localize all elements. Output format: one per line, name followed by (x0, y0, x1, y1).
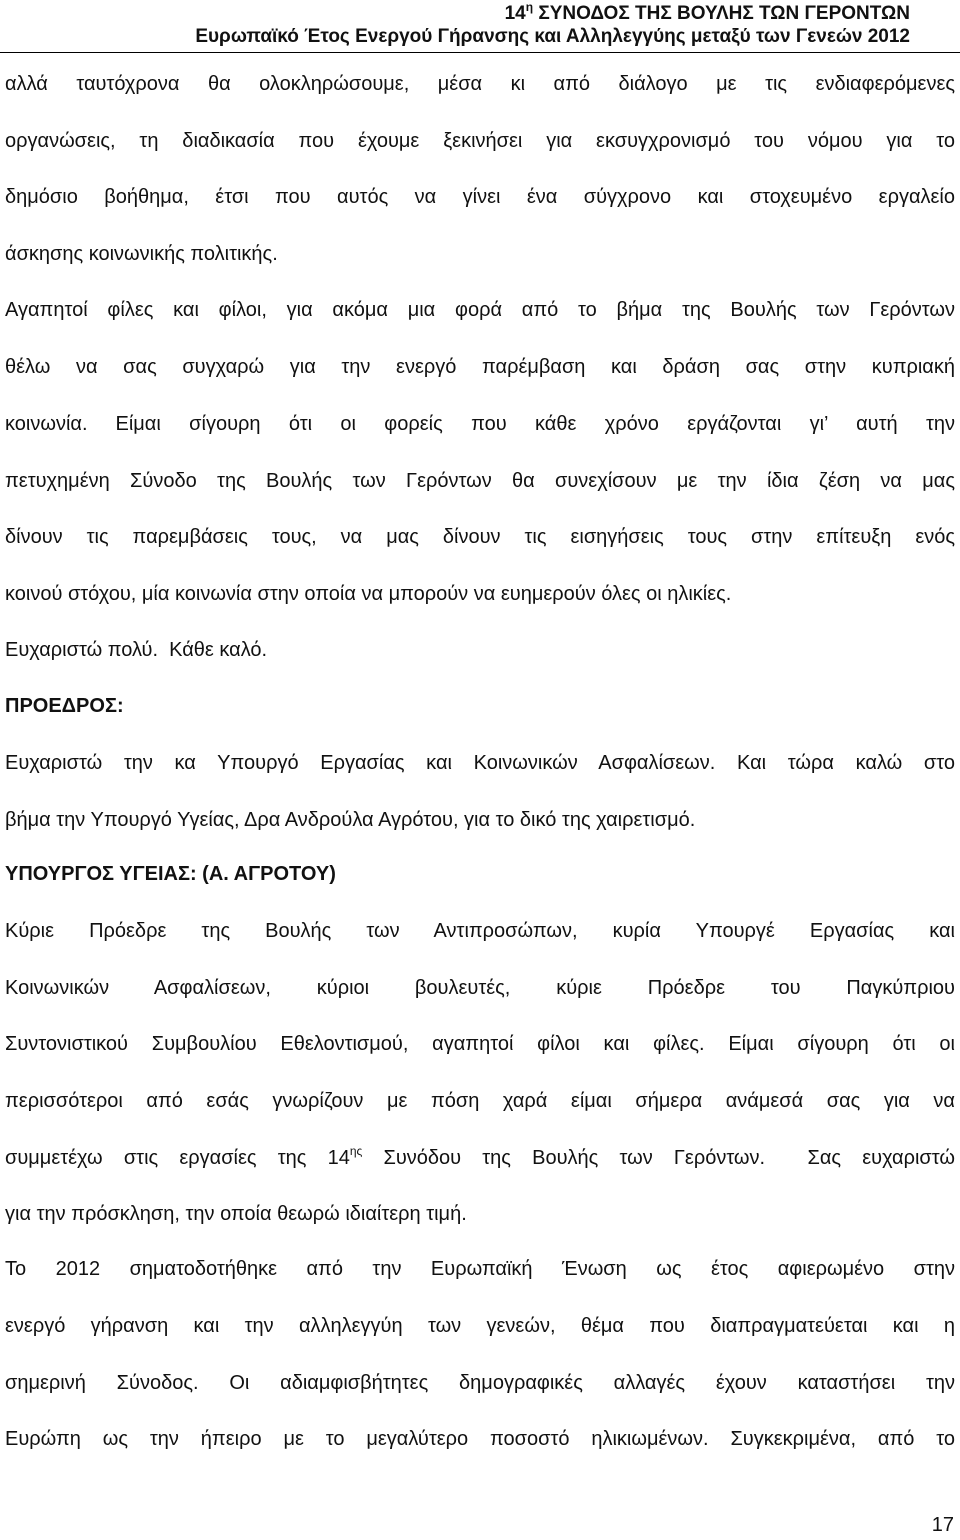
text-line: πετυχημένη Σύνοδο της Βουλής των Γερόντων θα συνεχίσουν με την ίδια ζέση να μας (5, 470, 955, 492)
text-line: Κοινωνικών Ασφαλίσεων, κύριοι βουλευτές, κύριε Πρόεδρε του Παγκύπριου (5, 977, 955, 999)
text-line: βήμα την Υπουργό Υγείας, Δρα Ανδρούλα Αγρότου, για το δικό της χαιρετισμό. (5, 809, 696, 831)
text-line: ενεργό γήρανση και την αλληλεγγύη των γενεών, θέμα που διαπραγματεύεται και η (5, 1315, 955, 1337)
text-line: δημόσιο βοήθημα, έτσι που αυτός να γίνει ένα σύγχρονο και στοχευμένο εργαλείο (5, 186, 955, 208)
text-line: περισσότεροι από εσάς γνωρίζουν με πόση χαρά είμαι σήμερα ανάμεσά σας για να (5, 1090, 955, 1112)
text-line: Συντονιστικού Συμβουλίου Εθελοντισμού, αγαπητοί φίλοι και φίλες. Είμαι σίγουρη ότι οι (5, 1033, 955, 1055)
text-line: οργανώσεις, τη διαδικασία που έχουμε ξεκινήσει για εκσυγχρονισμό του νόμου για το (5, 130, 955, 152)
header-session-title: $14^\eta$ ΣΥΝΟΔΟΣ ΤΗΣ ΒΟΥΛΗΣ ΤΩΝ ΓΕΡΟΝΤΩΝ (504, 0, 910, 24)
text-line: κοινού στόχου, μία κοινωνία στην οποία να μπορούν να ευημερούν όλες οι ηλικίες. (5, 583, 732, 605)
speaker-label-minister: ΥΠΟΥΡΓΟΣ ΥΓΕΙΑΣ: (Α. ΑΓΡΟΤΟΥ) (5, 863, 336, 885)
text-line: θέλω να σας συγχαρώ για την ενεργό παρέμβαση και δράση σας στην κυπριακή (5, 356, 955, 378)
text-line: Το 2012 σηματοδοτήθηκε από την Ευρωπαϊκή Ένωση ως έτος αφιερωμένο στην (5, 1258, 955, 1280)
page-number: 17 (931, 1514, 954, 1536)
header-subtitle: Ευρωπαϊκό Έτος Ενεργού Γήρανσης και Αλληλεγγύης μεταξύ των Γενεών 2012 (195, 26, 910, 47)
text-line: για την πρόσκληση, την οποία θεωρώ ιδιαίτερη τιμή. (5, 1203, 467, 1225)
text-line: Ευχαριστώ πολύ. Κάθε καλό. (5, 639, 268, 661)
text-line: κοινωνία. Είμαι σίγουρη ότι οι φορείς που κάθε χρόνο εργάζονται γι’ αυτή την (5, 413, 955, 435)
text-line: σημερινή Σύνοδος. Οι αδιαμφισβήτητες δημογραφικές αλλαγές έχουν καταστήσει την (5, 1372, 955, 1394)
text-line: Ευχαριστώ την κα Υπουργό Εργασίας και Κοινωνικών Ασφαλίσεων. Και τώρα καλώ στο (5, 752, 955, 774)
text-line: αλλά ταυτόχρονα θα ολοκληρώσουμε, μέσα κι από διάλογο με τις ενδιαφερόμενες (5, 73, 955, 95)
text-line: Κύριε Πρόεδρε της Βουλής των Αντιπροσώπων, κυρία Υπουργέ Εργασίας και (5, 920, 955, 942)
speaker-label-president: ΠΡΟΕΔΡΟΣ: (5, 695, 124, 717)
header-rule (0, 52, 960, 53)
text-line: άσκησης κοινωνικής πολιτικής. (5, 243, 278, 265)
text-line: Ευρώπη ως την ήπειρο με το μεγαλύτερο ποσοστό ηλικιωμένων. Συγκεκριμένα, από το (5, 1428, 955, 1450)
text-line: Αγαπητοί φίλες και φίλοι, για ακόμα μια φορά από το βήμα της Βουλής των Γερόντων (5, 299, 955, 321)
text-line: συμμετέχω στις εργασίες της $14^{\eta\varsigma}$ Συνόδου της Βουλής των Γερόντων. Σας ευχαριστώ (5, 1144, 955, 1169)
text-line: δίνουν τις παρεμβάσεις τους, να μας δίνουν τις εισηγήσεις τους στην επίτευξη ενός (5, 526, 955, 548)
